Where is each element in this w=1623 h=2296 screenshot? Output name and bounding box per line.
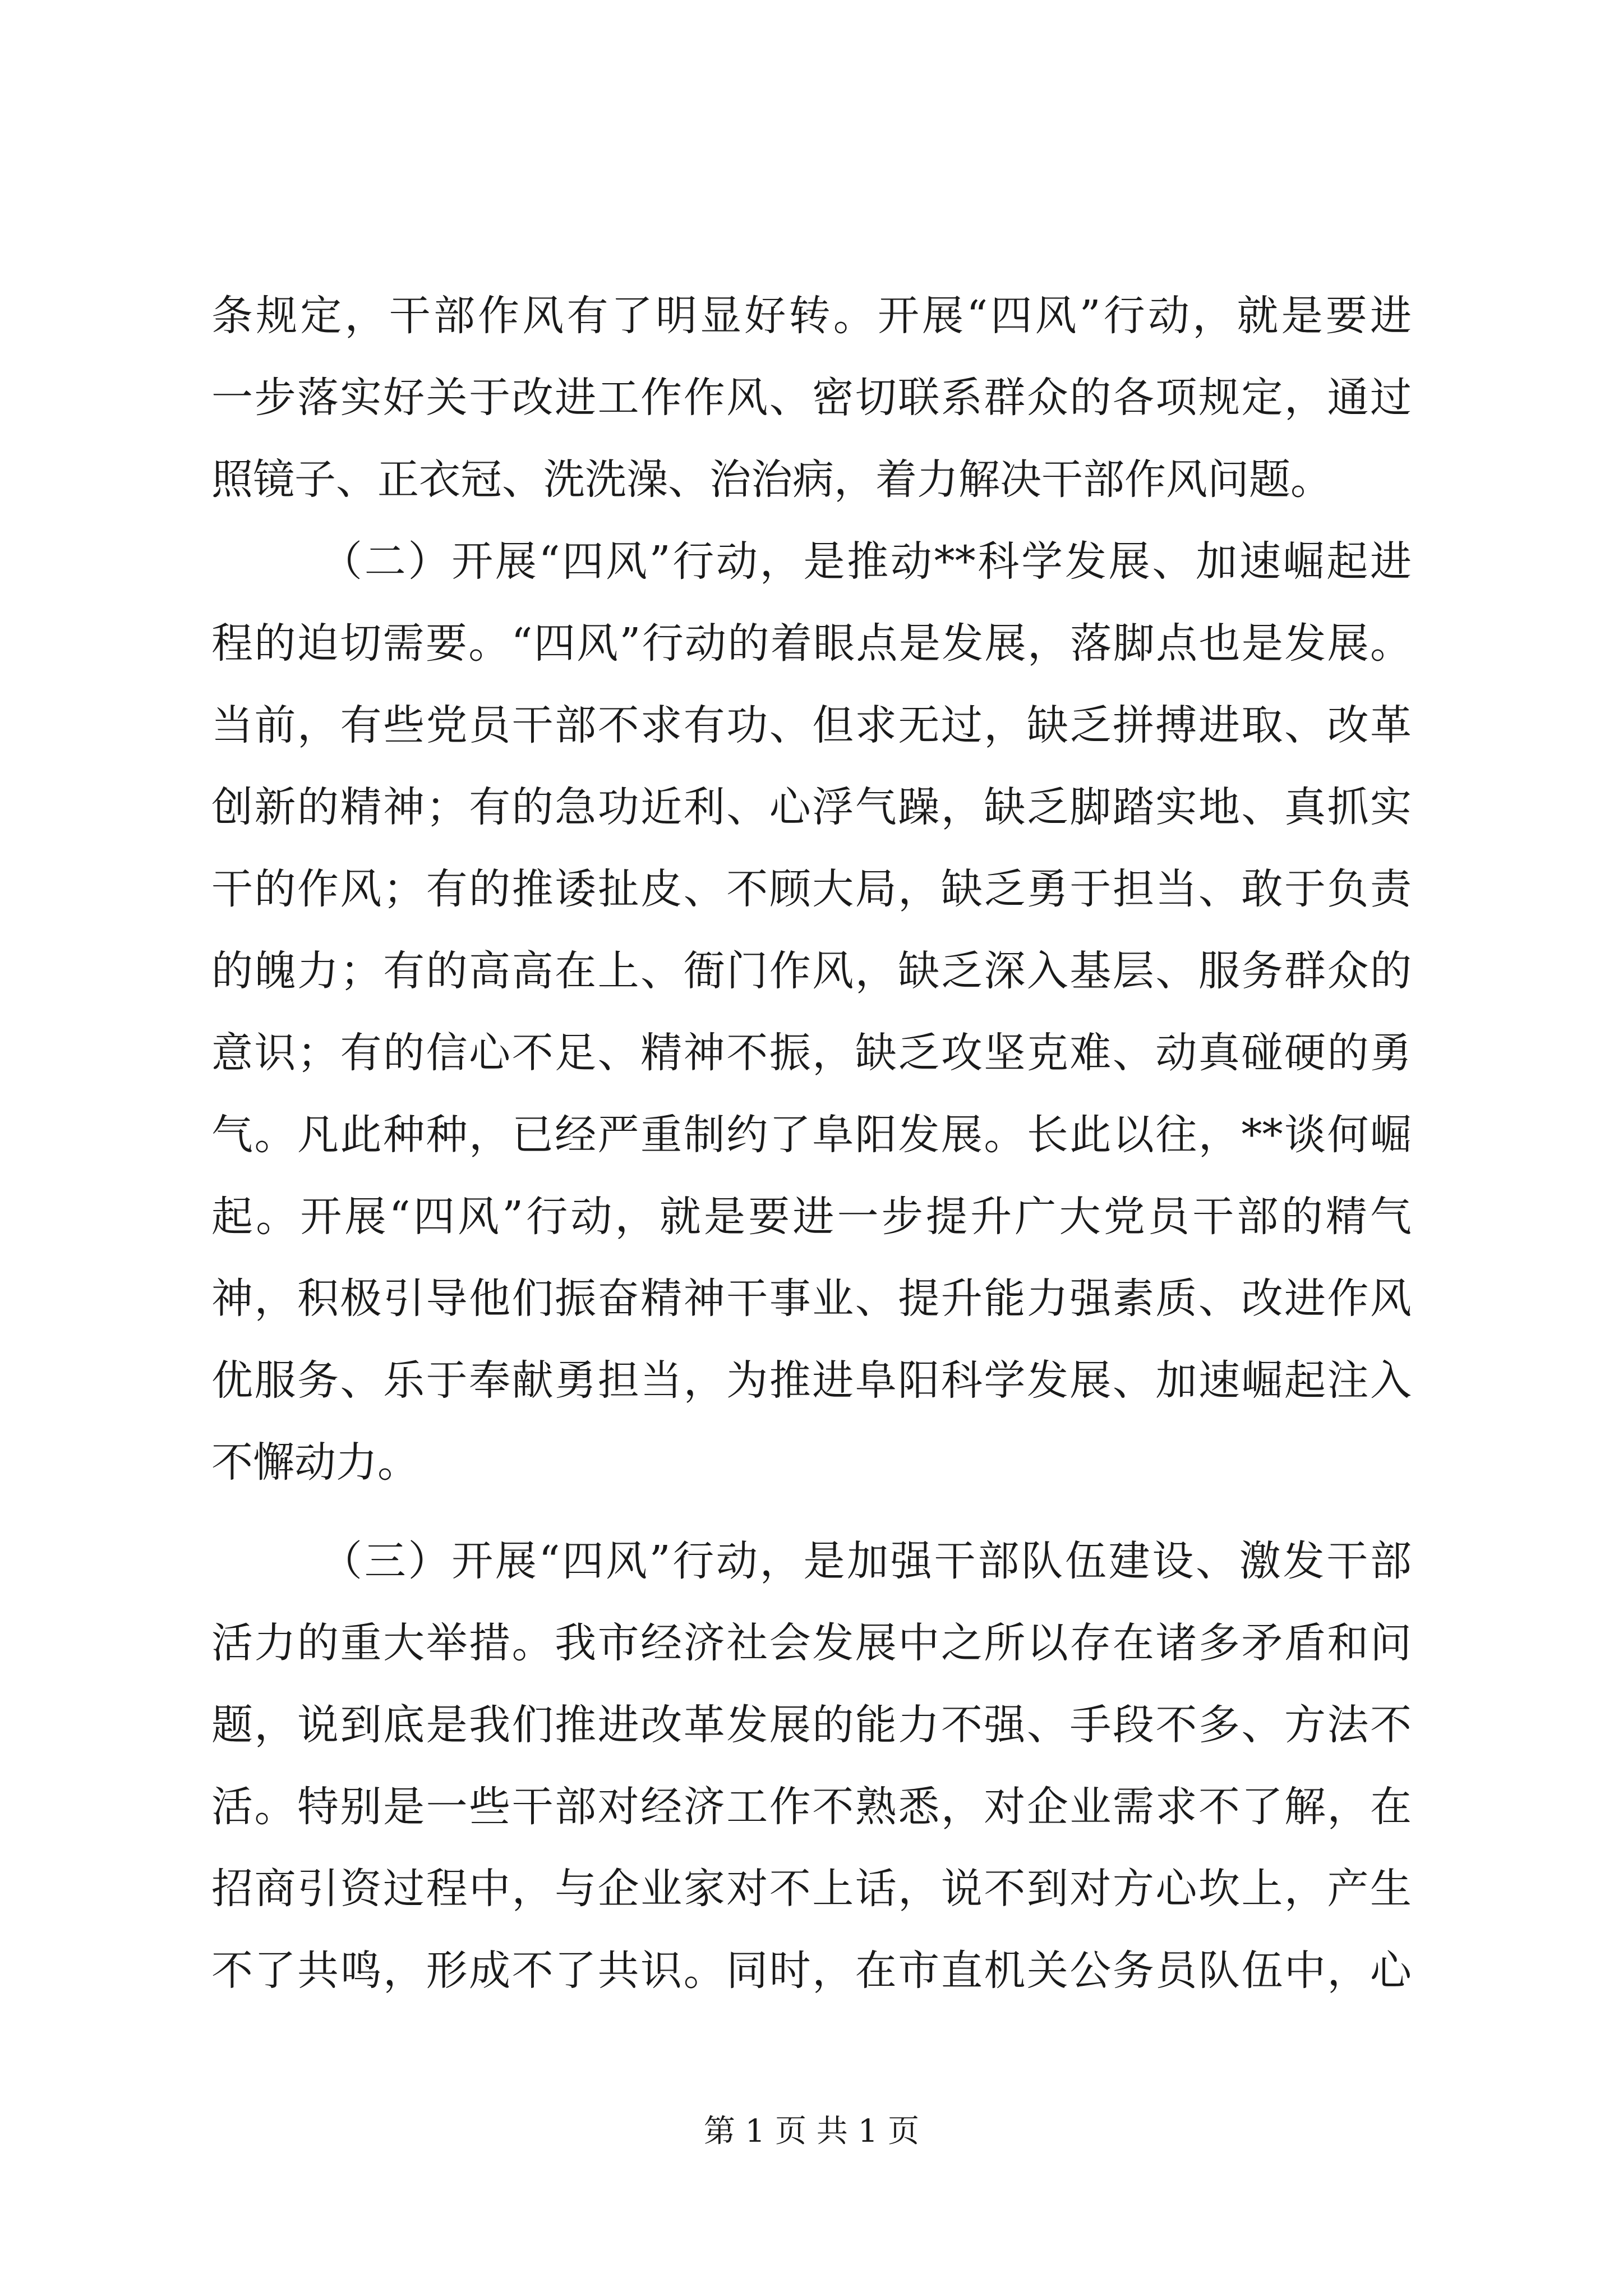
text-line: 一步落实好关于改进工作作风、密切联系群众的各项规定，通过 [211,374,1412,422]
text-line: 照镜子、正衣冠、洗洗澡、治治病，着力解决干部作风问题。 [211,455,1332,504]
text-line: 不了共鸣，形成不了共识。同时，在市直机关公务员队伍中，心 [211,1947,1412,1995]
page-number-footer: 第 1 页 共 1 页 [703,2113,920,2150]
text-line: 气。凡此种种，已经严重制约了阜阳发展。长此以往，**谈何崛 [211,1111,1412,1159]
paragraph-first-line: （三）开展“四风”行动，是加强干部队伍建设、激发干部 [321,1537,1412,1585]
text-line: 干的作风；有的推诿扯皮、不顾大局，缺乏勇于担当、敢于负责 [211,865,1412,913]
text-line: 当前，有些党员干部不求有功、但求无过，缺乏拼搏进取、改革 [211,701,1412,749]
text-line: 的魄力；有的高高在上、衙门作风，缺乏深入基层、服务群众的 [211,947,1412,995]
text-line: 优服务、乐于奉献勇担当，为推进阜阳科学发展、加速崛起注入 [211,1356,1412,1405]
text-line: 不懈动力。 [211,1438,419,1487]
text-line: 神，积极引导他们振奋精神干事业、提升能力强素质、改进作风 [211,1274,1412,1323]
paragraph-gap [211,1503,1412,1520]
text-line: 题，说到底是我们推进改革发展的能力不强、手段不多、方法不 [211,1701,1412,1749]
text-line: 活力的重大举措。我市经济社会发展中之所以存在诸多矛盾和问 [211,1619,1412,1667]
text-line: 条规定，干部作风有了明显好转。开展“四风”行动，就是要进 [211,292,1412,340]
text-line: 起。开展“四风”行动，就是要进一步提升广大党员干部的精气 [211,1193,1412,1241]
text-line: 活。特别是一些干部对经济工作不熟悉，对企业需求不了解，在 [211,1783,1412,1831]
document-body [211,275,1412,2012]
text-line: 意识；有的信心不足、精神不振，缺乏攻坚克难、动真碰硬的勇 [211,1029,1412,1077]
paragraph-first-line: （二）开展“四风”行动，是推动**科学发展、加速崛起进 [321,537,1412,586]
text-line: 创新的精神；有的急功近利、心浮气躁，缺乏脚踏实地、真抓实 [211,783,1412,831]
text-line: 程的迫切需要。“四风”行动的着眼点是发展，落脚点也是发展。 [211,619,1412,668]
text-line: 招商引资过程中，与企业家对不上话，说不到对方心坎上，产生 [211,1865,1412,1913]
